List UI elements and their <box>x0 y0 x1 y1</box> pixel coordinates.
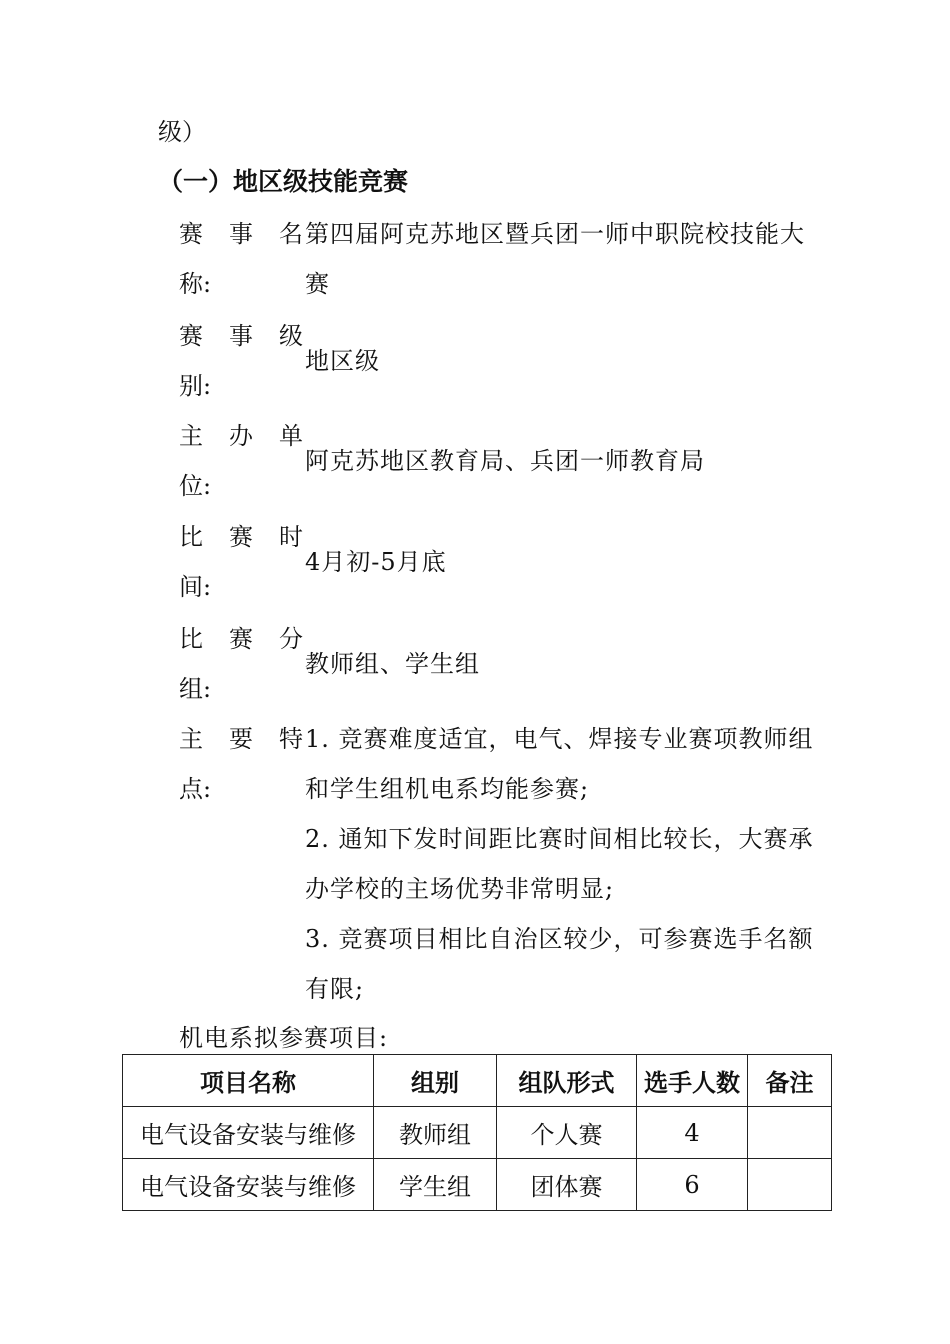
label-char: 级 <box>279 322 303 350</box>
field-value-organizer: 阿克苏地区教育局、兵团一师教育局 <box>305 447 705 475</box>
feature-line: 办学校的主场优势非常明显; <box>305 875 615 903</box>
table-header-row <box>123 1055 832 1107</box>
field-value-event-name-cont: 赛 <box>305 270 330 298</box>
label-char: 别: <box>179 372 212 400</box>
feature-line: 和学生组机电系均能参赛; <box>305 775 590 803</box>
label-char: 特 <box>279 725 303 753</box>
cell-group: 教师组 <box>374 1107 497 1159</box>
projects-table <box>122 1054 832 1211</box>
table-caption: 机电系拟参赛项目: <box>179 1024 389 1052</box>
label-char: 比 <box>179 625 203 653</box>
label-char: 名 <box>279 220 303 248</box>
label-char: 办 <box>229 422 253 450</box>
col-header-group: 组别 <box>374 1055 497 1107</box>
label-char: 时 <box>279 523 303 551</box>
label-char: 间: <box>179 573 212 601</box>
field-value-event-name: 第四届阿克苏地区暨兵团一师中职院校技能大 <box>305 220 805 248</box>
label-char: 称: <box>179 270 212 298</box>
label-char: 事 <box>229 322 253 350</box>
table-row <box>123 1159 832 1211</box>
label-char: 组: <box>179 675 212 703</box>
label-char: 赛 <box>179 322 203 350</box>
cell-remarks <box>748 1107 832 1159</box>
field-value-event-level: 地区级 <box>305 347 380 375</box>
feature-line: 1. 竞赛难度适宜，电气、焊接专业赛项教师组 <box>305 725 814 753</box>
feature-line: 3. 竞赛项目相比自治区较少，可参赛选手名额 <box>305 925 814 953</box>
feature-line: 2. 通知下发时间距比赛时间相比较长，大赛承 <box>305 825 814 853</box>
cell-player-count: 4 <box>637 1107 748 1159</box>
field-value-competition-time: 4月初-5月底 <box>305 548 447 576</box>
col-header-project-name: 项目名称 <box>123 1055 374 1107</box>
col-header-team-format: 组队形式 <box>497 1055 637 1107</box>
label-char: 点: <box>179 775 212 803</box>
col-header-remarks: 备注 <box>748 1055 832 1107</box>
label-char: 单 <box>279 422 303 450</box>
label-char: 赛 <box>179 220 203 248</box>
feature-line: 有限; <box>305 975 365 1003</box>
continued-text-fragment: 级） <box>158 118 206 146</box>
label-char: 位: <box>179 472 212 500</box>
label-char: 比 <box>179 523 203 551</box>
table-row <box>123 1107 832 1159</box>
cell-group: 学生组 <box>374 1159 497 1211</box>
label-char: 赛 <box>229 523 253 551</box>
cell-team-format: 团体赛 <box>497 1159 637 1211</box>
cell-remarks <box>748 1159 832 1211</box>
label-char: 分 <box>279 625 303 653</box>
col-header-player-count: 选手人数 <box>637 1055 748 1107</box>
label-char: 赛 <box>229 625 253 653</box>
cell-team-format: 个人赛 <box>497 1107 637 1159</box>
label-char: 要 <box>229 725 253 753</box>
label-char: 主 <box>179 422 203 450</box>
cell-project-name: 电气设备安装与维修 <box>123 1159 374 1211</box>
cell-project-name: 电气设备安装与维修 <box>123 1107 374 1159</box>
cell-player-count: 6 <box>637 1159 748 1211</box>
label-char: 事 <box>229 220 253 248</box>
section-heading: （一）地区级技能竞赛 <box>158 167 409 196</box>
field-value-competition-groups: 教师组、学生组 <box>305 650 480 678</box>
label-char: 主 <box>179 725 203 753</box>
